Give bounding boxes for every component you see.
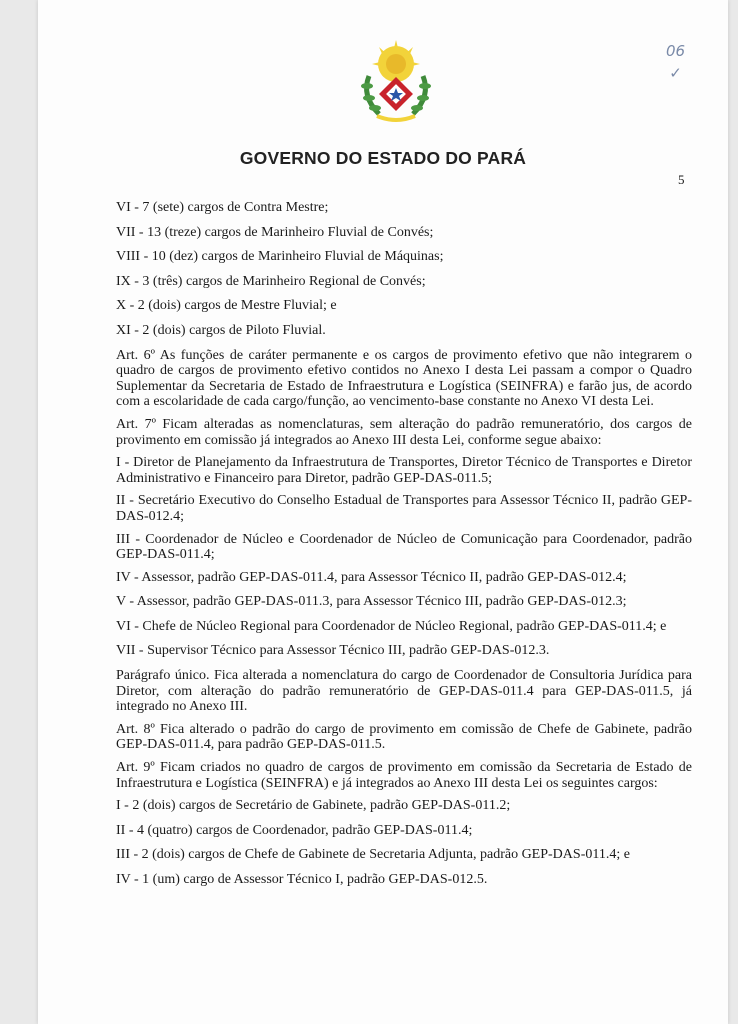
- document-header-title: GOVERNO DO ESTADO DO PARÁ: [239, 148, 527, 168]
- handwritten-page-note: 06 ✓: [666, 42, 686, 82]
- list-item: X - 2 (dois) cargos de Mestre Fluvial; e: [116, 298, 337, 314]
- coat-of-arms-icon: [351, 36, 441, 126]
- list-item: II - Secretário Executivo do Conselho Estadual de Transportes para Assessor Técnico II, padrão GEP- DAS-012.4;: [116, 493, 692, 524]
- article-paragraph: Art. 8º Fica alterado o padrão do cargo de provimento em comissão de Chefe de Gabinete, padrão GEP-DAS-011.4, para padrão GEP-DAS-011.5.: [116, 721, 692, 753]
- list-item: IV - Assessor, padrão GEP-DAS-011.4, para Assessor Técnico II, padrão GEP-DAS-012.4;: [116, 569, 627, 585]
- list-item: I - 2 (dois) cargos de Secretário de Gabinete, padrão GEP-DAS-011.2;: [116, 798, 511, 814]
- list-item: VI - 7 (sete) cargos de Contra Mestre;: [116, 200, 329, 215]
- article-paragraph: Parágrafo único. Fica alterada a nomenclatura do cargo de Coordenador de Consultoria Jurídica para Diretor, com alteração do padrão remuneratório de GEP-DAS-011.4 para GEP-DAS-011.5, já integrado no Anexo III.: [116, 668, 692, 715]
- page-number: 5: [678, 172, 685, 187]
- list-item: II - 4 (quatro) cargos de Coordenador, padrão GEP-DAS-011.4;: [116, 822, 473, 838]
- list-item: XI - 2 (dois) cargos de Piloto Fluvial.: [116, 322, 326, 338]
- list-item: VIII - 10 (dez) cargos de Marinheiro Fluvial de Máquinas;: [116, 249, 444, 265]
- article-paragraph: Art. 9º Ficam criados no quadro de cargos de provimento em comissão da Secretaria de Estado de Infraestrutura e Logística (SEINFRA) e já integrados ao Anexo III desta Lei os seguintes cargos:: [116, 760, 692, 791]
- list-item: VII - Supervisor Técnico para Assessor Técnico III, padrão GEP-DAS-012.3.: [116, 643, 550, 659]
- list-item: III - Coordenador de Núcleo e Coordenador de Núcleo de Comunicação para Coordenador, padrão GEP-DAS-011.4;: [116, 531, 692, 563]
- article-paragraph: Art. 6º As funções de caráter permanente e os cargos de provimento efetivo que não integrarem o quadro de cargos de provimento efetivo contidos no Anexo I desta Lei passam a compor o Quadro Suplementar da Secretaria de Estado de Infraestrutura e Logística (SEINFRA) e farão jus, de acordo com a escolaridade de cada cargo/função, ao vencimento-base constante no Anexo VI desta Lei.: [116, 347, 692, 410]
- list-item: V - Assessor, padrão GEP-DAS-011.3, para Assessor Técnico III, padrão GEP-DAS-012.3;: [116, 594, 627, 610]
- list-item: VII - 13 (treze) cargos de Marinheiro Fluvial de Convés;: [116, 224, 434, 240]
- list-item: IX - 3 (três) cargos de Marinheiro Regional de Convés;: [116, 273, 426, 289]
- list-item: VI - Chefe de Núcleo Regional para Coordenador de Núcleo Regional, padrão GEP-DAS-011.4; e: [116, 618, 667, 634]
- list-item: I - Diretor de Planejamento da Infraestrutura de Transportes, Diretor Técnico de Transportes e Diretor Administrativo e Financeiro para Diretor, padrão GEP-DAS-011.5;: [116, 455, 692, 486]
- article-paragraph: Art. 7º Ficam alteradas as nomenclaturas, sem alteração do padrão remuneratório, dos cargos de provimento em comissão já integrados ao Anexo III desta Lei, conforme segue abaixo:: [116, 416, 692, 448]
- list-item: III - 2 (dois) cargos de Chefe de Gabinete de Secretaria Adjunta, padrão GEP-DAS-011.4; e: [116, 847, 630, 863]
- document-page: [38, 0, 728, 1024]
- list-item: IV - 1 (um) cargo de Assessor Técnico I, padrão GEP-DAS-012.5.: [116, 872, 488, 887]
- document-body: [116, 200, 692, 897]
